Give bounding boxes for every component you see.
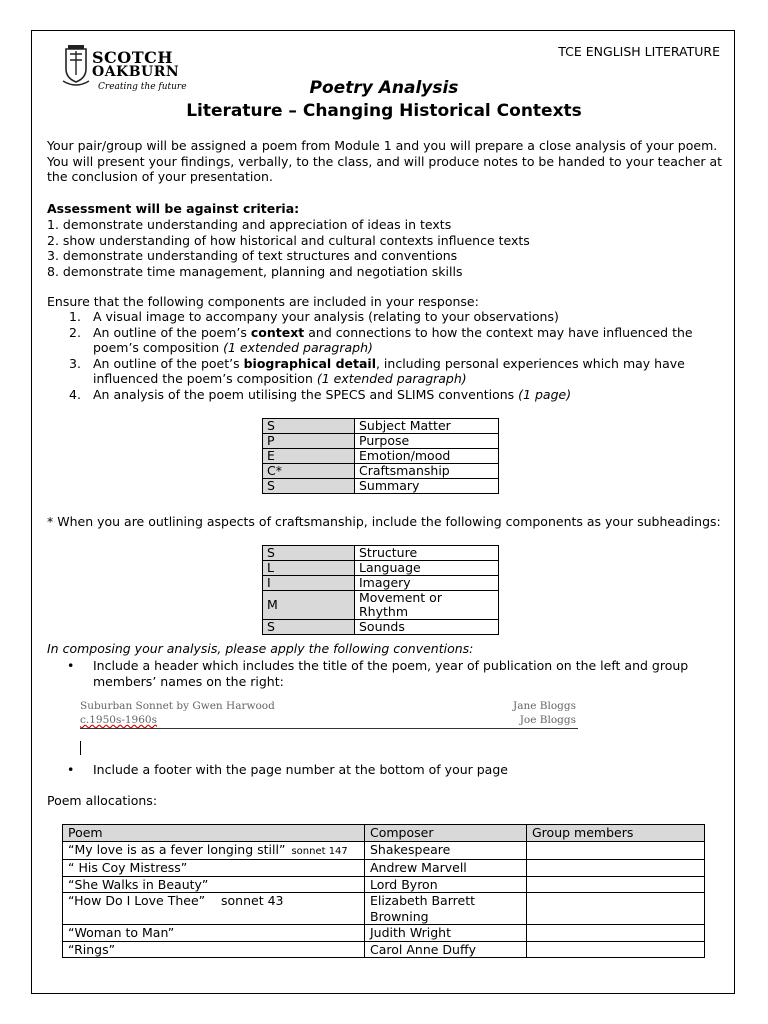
column-header: Composer	[365, 825, 527, 842]
group-cell[interactable]	[527, 876, 705, 893]
example-header-left	[80, 699, 275, 727]
table-row	[63, 893, 705, 925]
course-tag: TCE ENGLISH LITERATURE	[558, 44, 720, 59]
list-number: 2.	[69, 324, 81, 340]
example-header-right	[500, 699, 576, 727]
component-item	[47, 356, 717, 387]
list-number: 3.	[69, 355, 81, 371]
acronym-meaning: Emotion/mood	[355, 449, 499, 464]
allocations-label: Poem allocations:	[47, 793, 158, 808]
composer-cell: Andrew Marvell	[365, 860, 527, 877]
composer-cell: Elizabeth Barrett Browning	[365, 893, 527, 925]
list-number: 1.	[69, 309, 81, 324]
component-length: (1 extended paragraph)	[223, 340, 373, 355]
column-header: Group members	[527, 825, 705, 842]
table-header-row	[63, 825, 705, 842]
table-row	[263, 591, 499, 620]
slims-table	[262, 545, 499, 635]
acronym-letter: S	[263, 479, 355, 494]
acronym-letter: S	[263, 546, 355, 561]
text-cursor	[80, 741, 81, 755]
composer-cell: Shakespeare	[365, 841, 527, 860]
list-number: 4.	[69, 386, 81, 402]
group-cell[interactable]	[527, 860, 705, 877]
composer-cell: Lord Byron	[365, 876, 527, 893]
component-emphasis: context	[250, 324, 305, 340]
acronym-meaning: Summary	[355, 479, 499, 494]
specs-table	[262, 418, 499, 494]
example-poem-title: Suburban Sonnet by Gwen Harwood	[80, 700, 275, 712]
acronym-letter: M	[263, 591, 355, 620]
convention-item-header	[67, 658, 717, 690]
bullet-icon: •	[67, 658, 75, 673]
table-row	[263, 479, 499, 494]
criteria-item: 8. demonstrate time management, planning and negotiation skills	[47, 263, 463, 279]
acronym-meaning: Structure	[355, 546, 499, 561]
logo-line1: SCOTCH	[92, 48, 173, 67]
poem-title: “My love is as a fever longing still”	[68, 841, 286, 857]
table-row	[263, 419, 499, 434]
component-item	[47, 309, 717, 325]
acronym-letter: L	[263, 561, 355, 576]
bullet-icon: •	[67, 762, 75, 777]
criteria-item: 2. show understanding of how historical and cultural contexts influence texts	[47, 232, 530, 248]
poem-note: sonnet 147	[291, 845, 348, 857]
allocations-table	[62, 824, 705, 958]
acronym-meaning: Movement or Rhythm	[355, 591, 499, 620]
poem-cell: “Woman to Man”	[63, 925, 365, 942]
component-text: , including personal experiences which may have influenced the poem’s composition	[93, 355, 685, 386]
acronym-meaning: Language	[355, 561, 499, 576]
example-member-2: Joe Bloggs	[519, 714, 576, 726]
criteria-item: 1. demonstrate understanding and appreciation of ideas in texts	[47, 217, 452, 232]
table-row	[263, 561, 499, 576]
craftsmanship-note: * When you are outlining aspects of craftsmanship, include the following components as your subheadings:	[47, 514, 721, 529]
component-text: A visual image to accompany your analysis (relating to your observations)	[93, 309, 559, 324]
acronym-letter: S	[263, 419, 355, 434]
acronym-letter: C*	[263, 464, 355, 479]
group-cell[interactable]	[527, 925, 705, 942]
table-row	[63, 860, 705, 877]
example-member-1: Jane Bloggs	[512, 700, 576, 712]
component-text: and connections to how the context may have influenced the poem’s composition	[93, 324, 693, 355]
acronym-meaning: Subject Matter	[355, 419, 499, 434]
poem-cell: “Rings”	[63, 941, 365, 958]
component-text: An outline of the poet’s	[93, 355, 244, 371]
table-row	[263, 434, 499, 449]
poem-cell: “She Walks in Beauty”	[63, 876, 365, 893]
page-subtitle: Literature – Changing Historical Contexts	[186, 101, 582, 121]
table-row	[263, 464, 499, 479]
group-cell[interactable]	[527, 941, 705, 958]
convention-text: Include a header which includes the title of the poem, year of publication on the left and group members’ names on the right:	[93, 658, 689, 689]
poem-cell: “How Do I Love Thee” sonnet 43	[63, 893, 365, 925]
components-intro: Ensure that the following components are included in your response:	[47, 294, 479, 309]
group-cell[interactable]	[527, 893, 705, 925]
acronym-letter: E	[263, 449, 355, 464]
table-row	[63, 841, 705, 860]
component-text: An analysis of the poem utilising the SPECS and SLIMS conventions	[93, 386, 519, 402]
table-row	[263, 449, 499, 464]
composer-cell: Judith Wright	[365, 925, 527, 942]
components-list	[47, 309, 717, 402]
component-length: (1 page)	[518, 386, 572, 402]
logo-motto: Creating the future	[98, 82, 187, 92]
example-poem-year: c.1950s-1960s	[80, 714, 157, 726]
acronym-meaning: Sounds	[355, 620, 499, 635]
conventions-heading: In composing your analysis, please apply the following conventions:	[47, 641, 474, 656]
acronym-meaning: Purpose	[355, 434, 499, 449]
component-item	[47, 387, 717, 403]
acronym-letter: S	[263, 620, 355, 635]
component-emphasis: biographical detail	[243, 355, 376, 371]
convention-item-footer	[67, 762, 717, 778]
logo-line2: OAKBURN	[92, 64, 180, 80]
acronym-meaning: Imagery	[355, 576, 499, 591]
example-header-rule	[80, 728, 578, 729]
component-length: (1 extended paragraph)	[316, 371, 467, 386]
column-header: Poem	[63, 825, 365, 842]
table-row	[263, 576, 499, 591]
poem-cell	[63, 841, 365, 860]
intro-paragraph: Your pair/group will be assigned a poem from Module 1 and you will prepare a close analysis of your poem. You will present your findings, verbally, to the class, and will produce notes to be handed to your teacher at the conclusion of your presentation.	[47, 138, 723, 184]
composer-cell: Carol Anne Duffy	[365, 941, 527, 958]
poem-cell: “ His Coy Mistress”	[63, 860, 365, 877]
acronym-meaning: Craftsmanship	[355, 464, 499, 479]
acronym-letter: I	[263, 576, 355, 591]
table-row	[263, 620, 499, 635]
criteria-heading: Assessment will be against criteria:	[47, 201, 300, 216]
group-cell[interactable]	[527, 841, 705, 860]
component-text: An outline of the poem’s	[93, 324, 251, 340]
criteria-list	[47, 217, 727, 279]
criteria-item: 3. demonstrate understanding of text structures and conventions	[47, 248, 458, 263]
table-row	[63, 876, 705, 893]
table-row	[63, 925, 705, 942]
acronym-letter: P	[263, 434, 355, 449]
table-row	[263, 546, 499, 561]
table-row	[63, 941, 705, 958]
page-title: Poetry Analysis	[309, 78, 459, 98]
convention-text: Include a footer with the page number at the bottom of your page	[93, 762, 508, 777]
component-item	[47, 325, 717, 356]
